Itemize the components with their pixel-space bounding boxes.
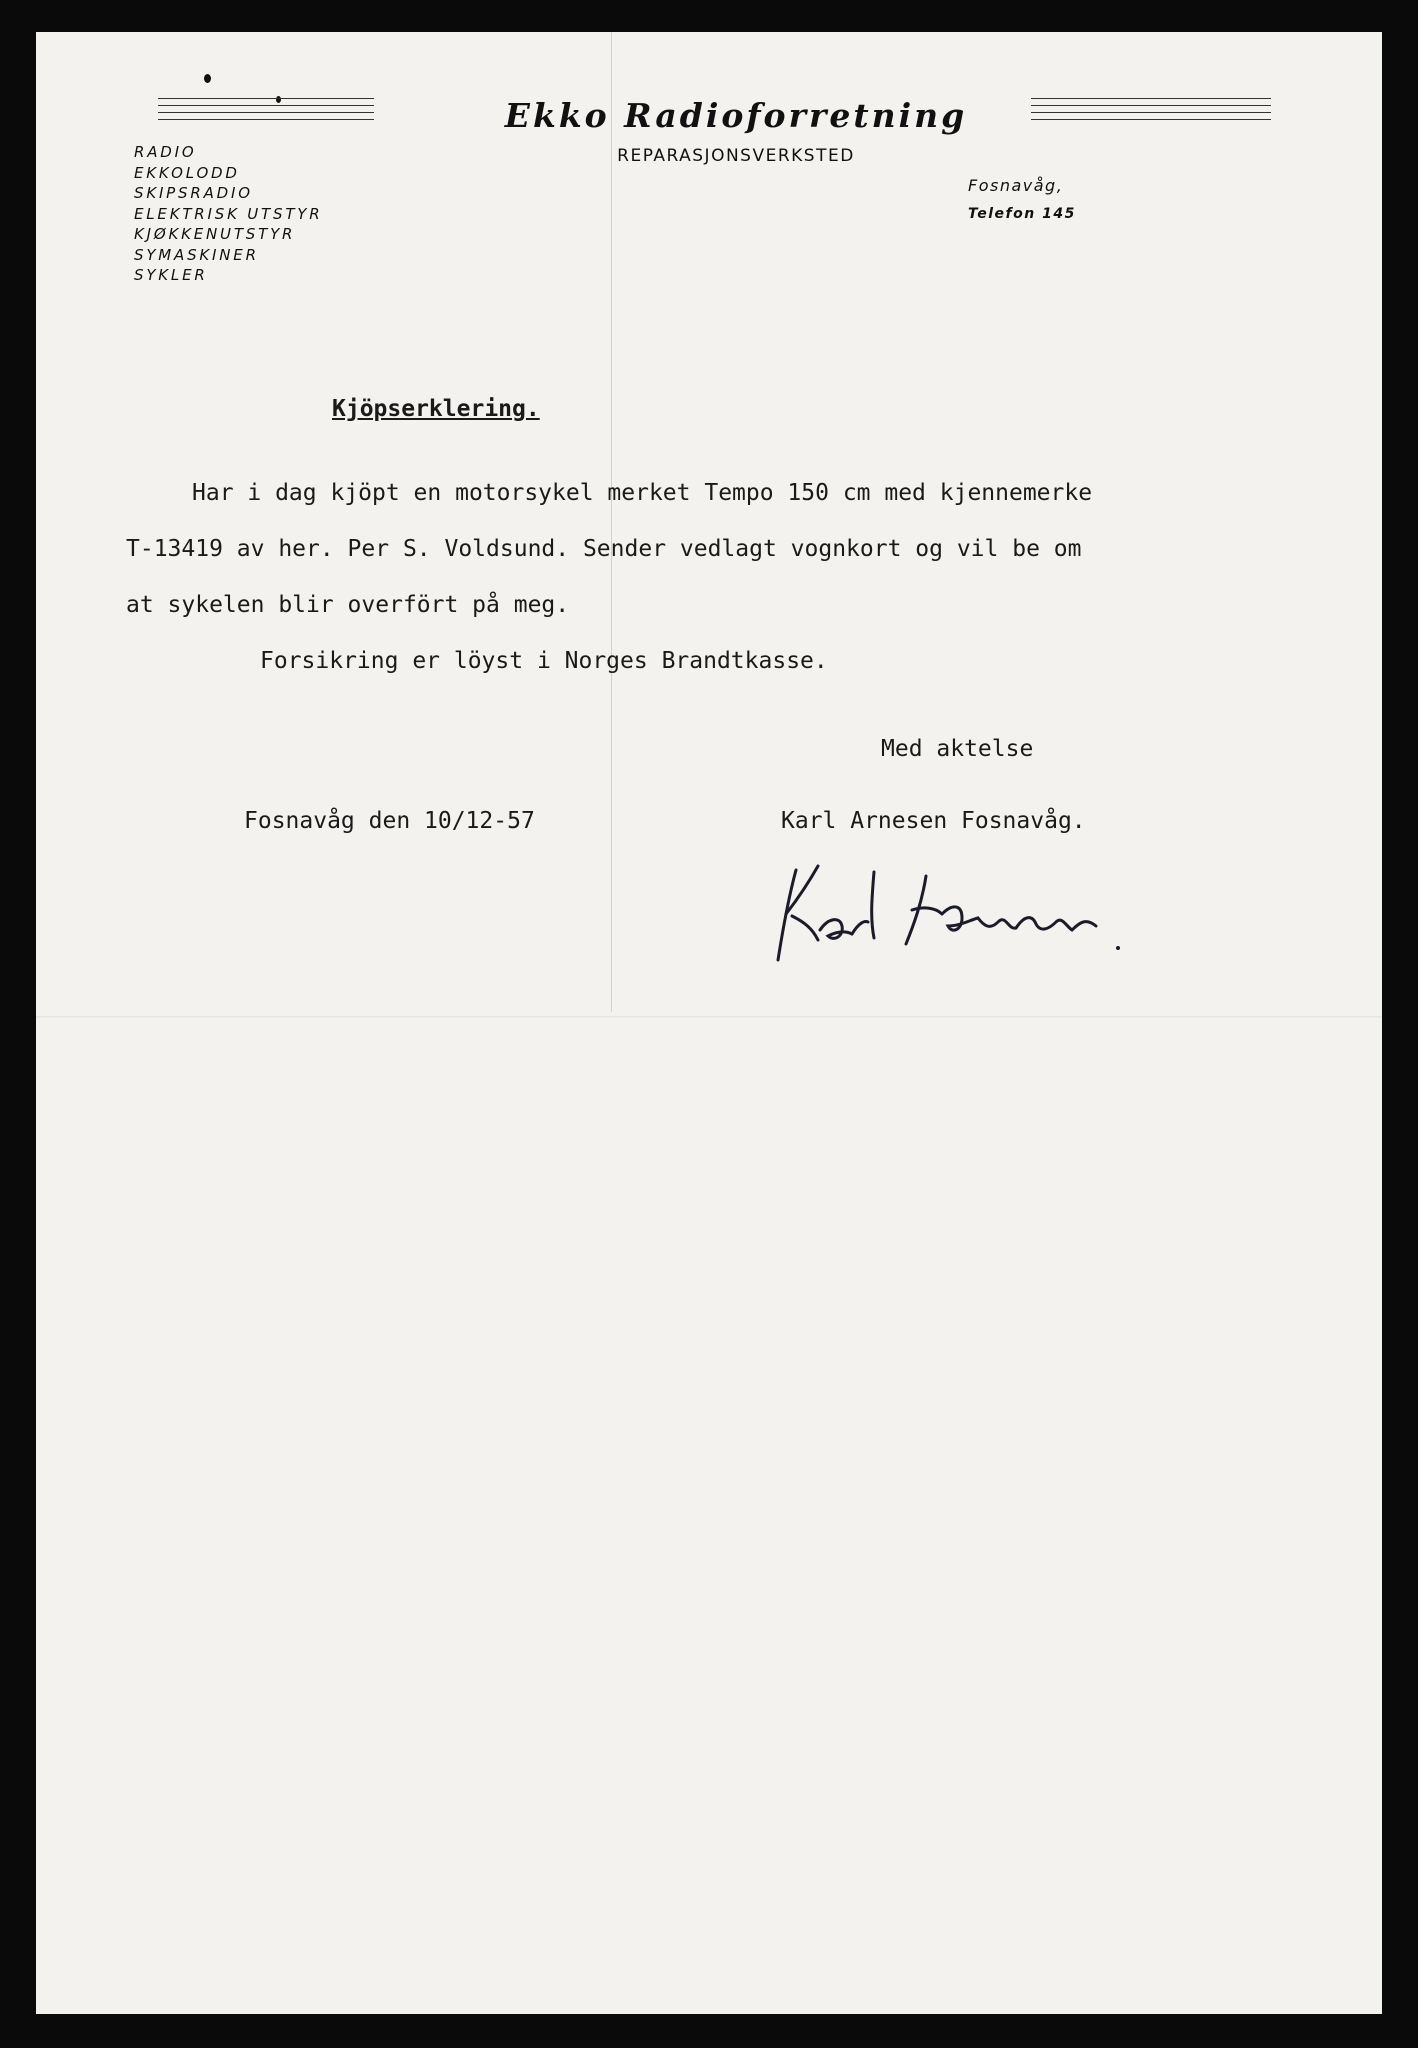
service-item: RADIO xyxy=(134,143,197,161)
letter-page xyxy=(36,32,1382,2014)
paper-fold-horizontal xyxy=(36,1016,1382,1018)
service-item: KJØKKENUTSTYR xyxy=(134,225,296,243)
letterhead-rules-left xyxy=(158,98,374,126)
service-item: SYKLER xyxy=(134,266,208,284)
service-item: EKKOLODD xyxy=(134,163,240,182)
body-line: Forsikring er löyst i Norges Brandtkasse. xyxy=(260,648,828,674)
letter-heading: Kjöpserklering. xyxy=(332,396,540,422)
signer-name: Karl Arnesen Fosnavåg. xyxy=(781,808,1086,834)
body-line: Har i dag kjöpt en motorsykel merket Tempo 150 cm med kjennemerke xyxy=(192,480,1093,506)
service-item: SYMASKINER xyxy=(134,245,259,264)
ink-spot xyxy=(204,74,211,83)
services-list xyxy=(134,142,323,286)
handwritten-signature xyxy=(756,852,1136,972)
letterhead-location: Fosnavåg, xyxy=(968,176,1064,195)
date-line: Fosnavåg den 10/12-57 xyxy=(244,808,535,834)
body-line: T-13419 av her. Per S. Voldsund. Sender vedlagt vognkort og vil be om xyxy=(126,536,1082,562)
letterhead-rules-right xyxy=(1031,98,1271,126)
closing-salutation: Med aktelse xyxy=(881,736,1034,762)
service-item: ELEKTRISK UTSTYR xyxy=(134,204,323,223)
company-name: Ekko Radioforretning xyxy=(504,96,968,135)
body-line: at sykelen blir overfört på meg. xyxy=(126,592,570,618)
paper-fold-vertical xyxy=(611,32,612,1012)
letterhead-phone: Telefon 145 xyxy=(968,206,1076,222)
company-subtitle: REPARASJONSVERKSTED xyxy=(617,146,855,166)
service-item: SKIPSRADIO xyxy=(134,184,253,202)
